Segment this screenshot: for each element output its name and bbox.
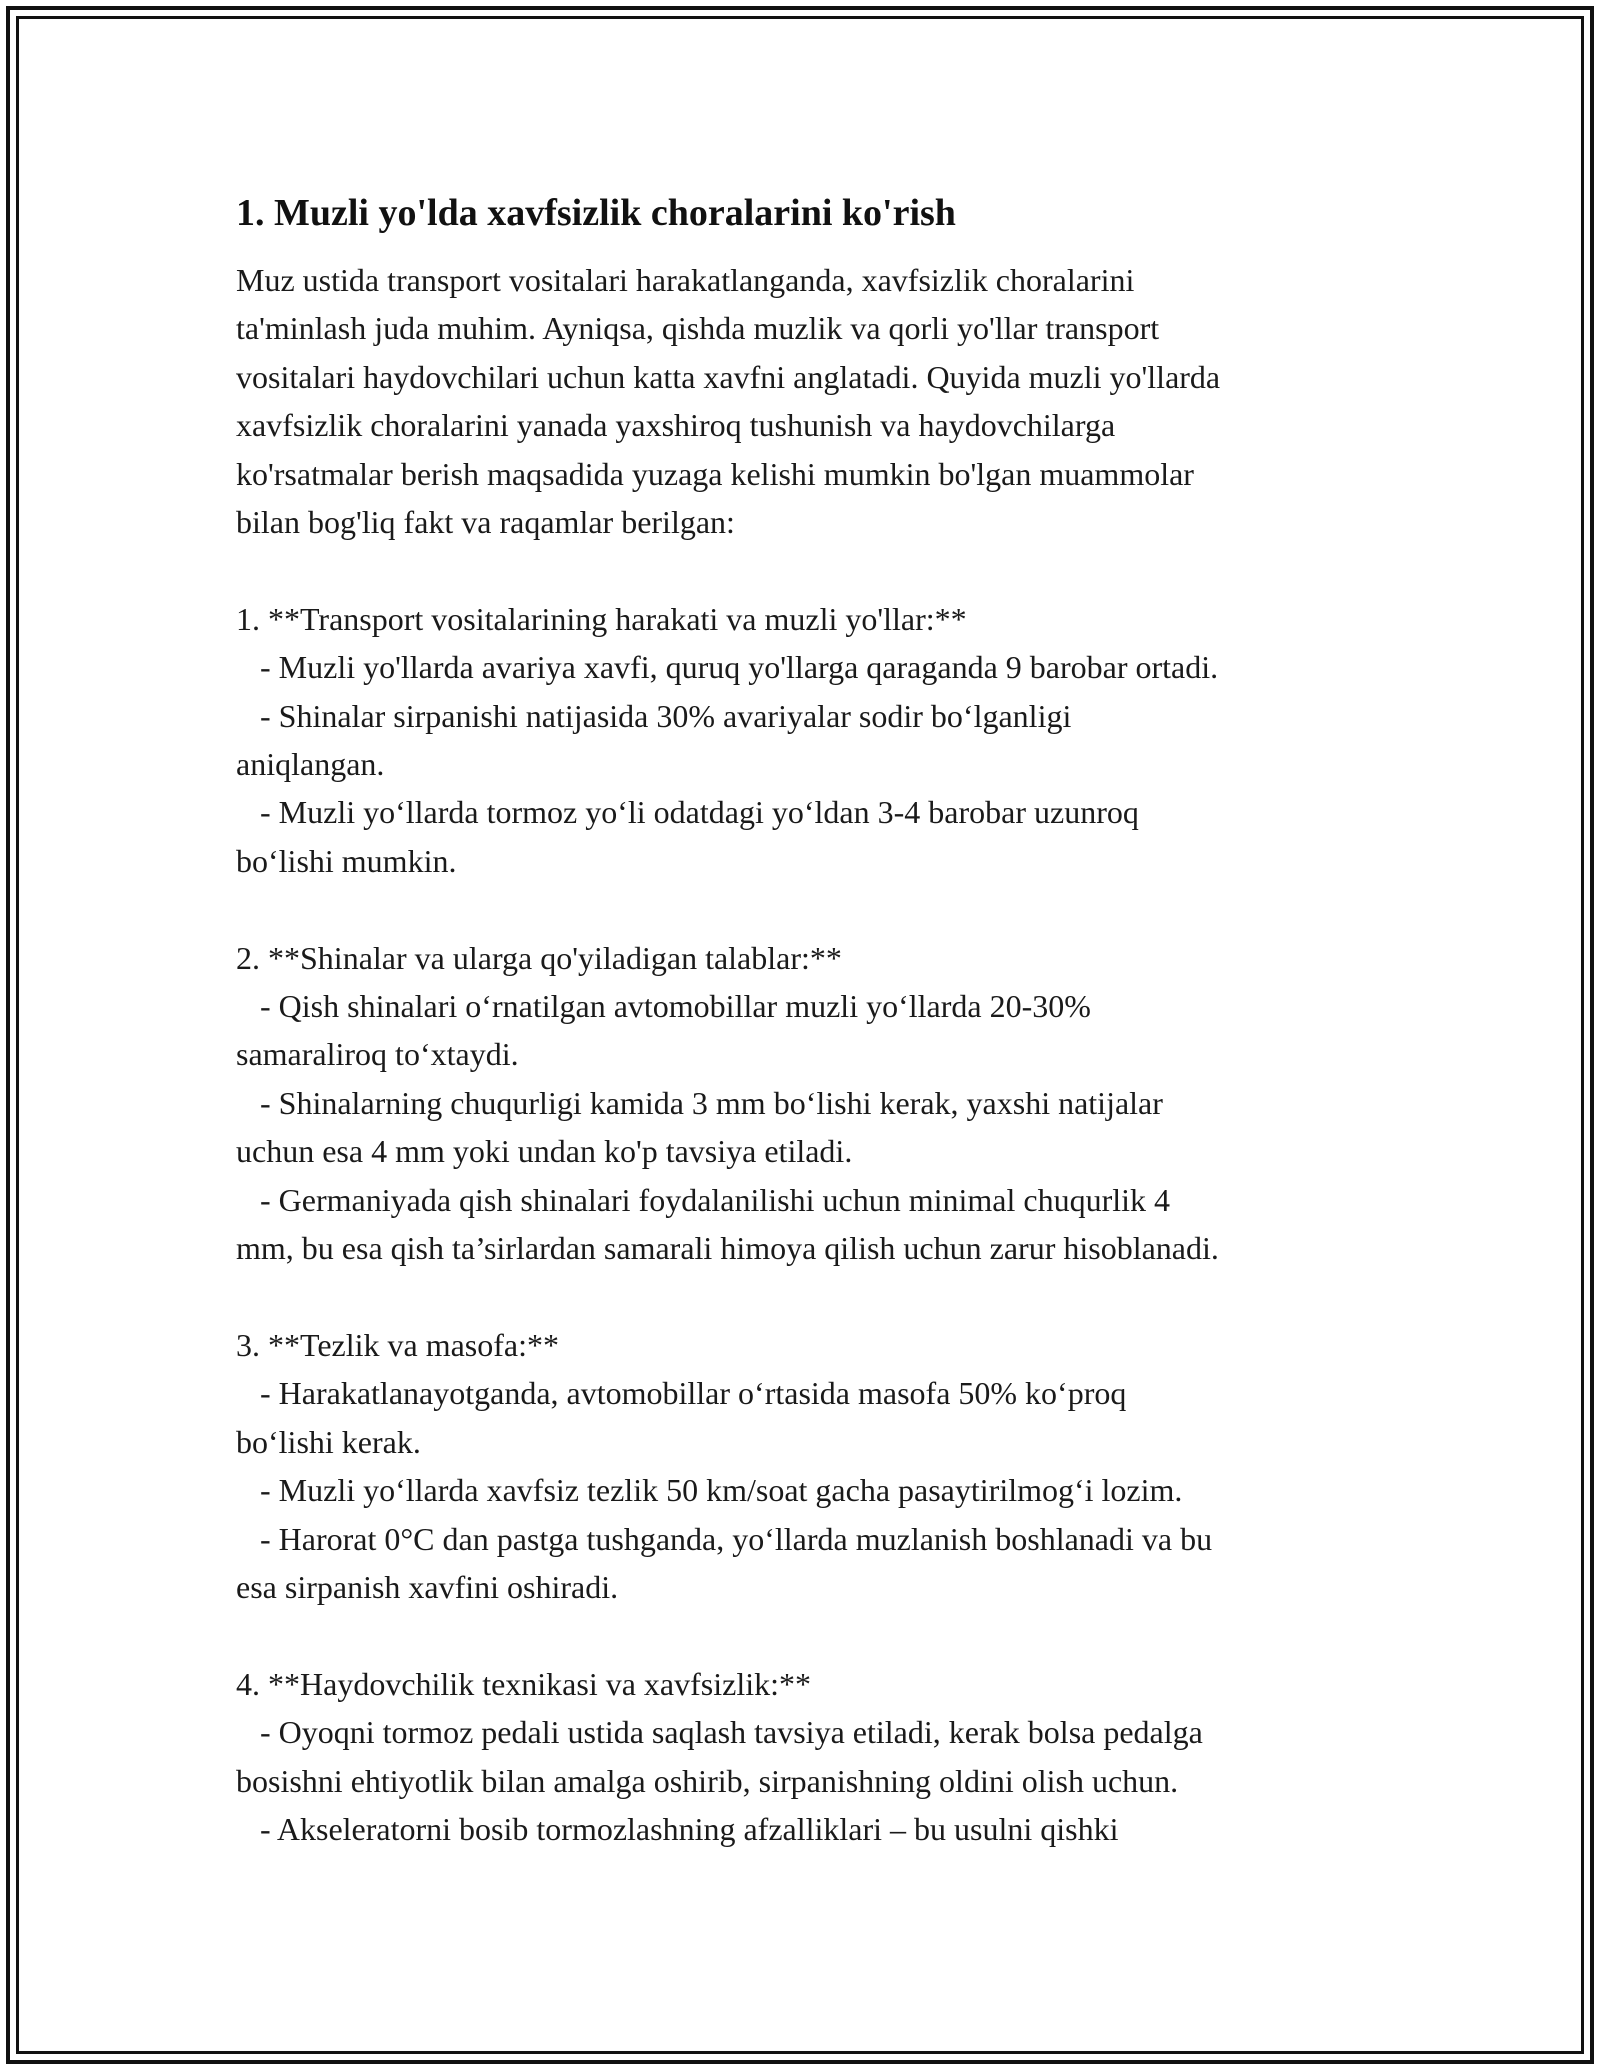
section-heading: 2. **Shinalar va ularga qo'yiladigan talablar:** — [236, 939, 842, 976]
section-line: - Harorat 0°C dan pastga tushganda, yo‘llarda muzlanish boshlanadi va bu — [236, 1520, 1213, 1557]
intro-line: ko'rsatmalar berish maqsadida yuzaga kelishi mumkin bo'lgan muammolar — [236, 455, 1194, 492]
section-line: - Harakatlanayotganda, avtomobillar o‘rtasida masofa 50% ko‘proq — [236, 1375, 1127, 1412]
section-line: - Oyoqni tormoz pedali ustida saqlash tavsiya etiladi, kerak bolsa pedalga — [236, 1714, 1203, 1751]
section-line: aniqlangan. — [236, 746, 385, 783]
section-line: esa sirpanish xavfini oshiradi. — [236, 1568, 619, 1605]
intro-line: vositalari haydovchilari uchun katta xavfni anglatadi. Quyida muzli yo'llarda — [236, 358, 1221, 395]
section-line: - Akseleratorni bosib tormozlashning afzalliklari – bu usulni qishki — [236, 1810, 1119, 1847]
section-speed-distance — [236, 1321, 1386, 1611]
section-heading: 1. **Transport vositalarining harakati va muzli yo'llar:** — [236, 600, 967, 637]
section-line: bosishni ehtiyotlik bilan amalga oshirib, sirpanishning oldini olish uchun. — [236, 1762, 1179, 1799]
section-line: - Shinalar sirpanishi natijasida 30% avariyalar sodir bo‘lganligi — [236, 697, 1072, 734]
paragraph-gap — [236, 1611, 1386, 1659]
section-line: mm, bu esa qish ta’sirlardan samarali himoya qilish uchun zarur hisoblanadi. — [236, 1230, 1219, 1267]
section-line: - Muzli yo'llarda avariya xavfi, quruq yo'llarga qaraganda 9 barobar ortadi. — [236, 649, 1219, 686]
section-transport — [236, 595, 1386, 885]
section-heading: 3. **Tezlik va masofa:** — [236, 1326, 559, 1363]
section-line: bo‘lishi mumkin. — [236, 842, 457, 879]
paragraph-gap — [236, 885, 1386, 933]
section-heading: 4. **Haydovchilik texnikasi va xavfsizlik:** — [236, 1665, 811, 1702]
document-title: 1. Muzli yo'lda xavfsizlik choralarini ko'rish — [236, 192, 956, 234]
section-line: - Muzli yo‘llarda tormoz yo‘li odatdagi yo‘ldan 3-4 barobar uzunroq — [236, 794, 1139, 831]
paragraph-gap — [236, 546, 1386, 594]
section-tires — [236, 934, 1386, 1273]
intro-line: bilan bog'liq fakt va raqamlar berilgan: — [236, 504, 735, 541]
intro-line: Muz ustida transport vositalari harakatlanganda, xavfsizlik choralarini — [236, 262, 1135, 298]
document-body — [236, 186, 1386, 1853]
section-line: - Shinalarning chuqurligi kamida 3 mm bo‘lishi kerak, yaxshi natijalar — [236, 1084, 1163, 1121]
intro-line: xavfsizlik choralarini yanada yaxshiroq tushunish va haydovchilarga — [236, 407, 1116, 444]
paragraph-gap — [236, 1273, 1386, 1321]
section-driving-technique — [236, 1660, 1386, 1854]
section-line: uchun esa 4 mm yoki undan ko'p tavsiya etiladi. — [236, 1133, 853, 1170]
section-line: - Germaniyada qish shinalari foydalanilishi uchun minimal chuqurlik 4 — [236, 1181, 1171, 1218]
section-line: bo‘lishi kerak. — [236, 1423, 421, 1460]
intro-line: ta'minlash juda muhim. Ayniqsa, qishda muzlik va qorli yo'llar transport — [236, 310, 1160, 347]
section-line: - Qish shinalari o‘rnatilgan avtomobillar muzli yo‘llarda 20-30% — [236, 988, 1091, 1025]
section-line: samaraliroq to‘xtaydi. — [236, 1036, 519, 1073]
section-line: - Muzli yo‘llarda xavfsiz tezlik 50 km/soat gacha pasaytirilmog‘i lozim. — [236, 1472, 1183, 1509]
intro-paragraph — [236, 256, 1386, 546]
